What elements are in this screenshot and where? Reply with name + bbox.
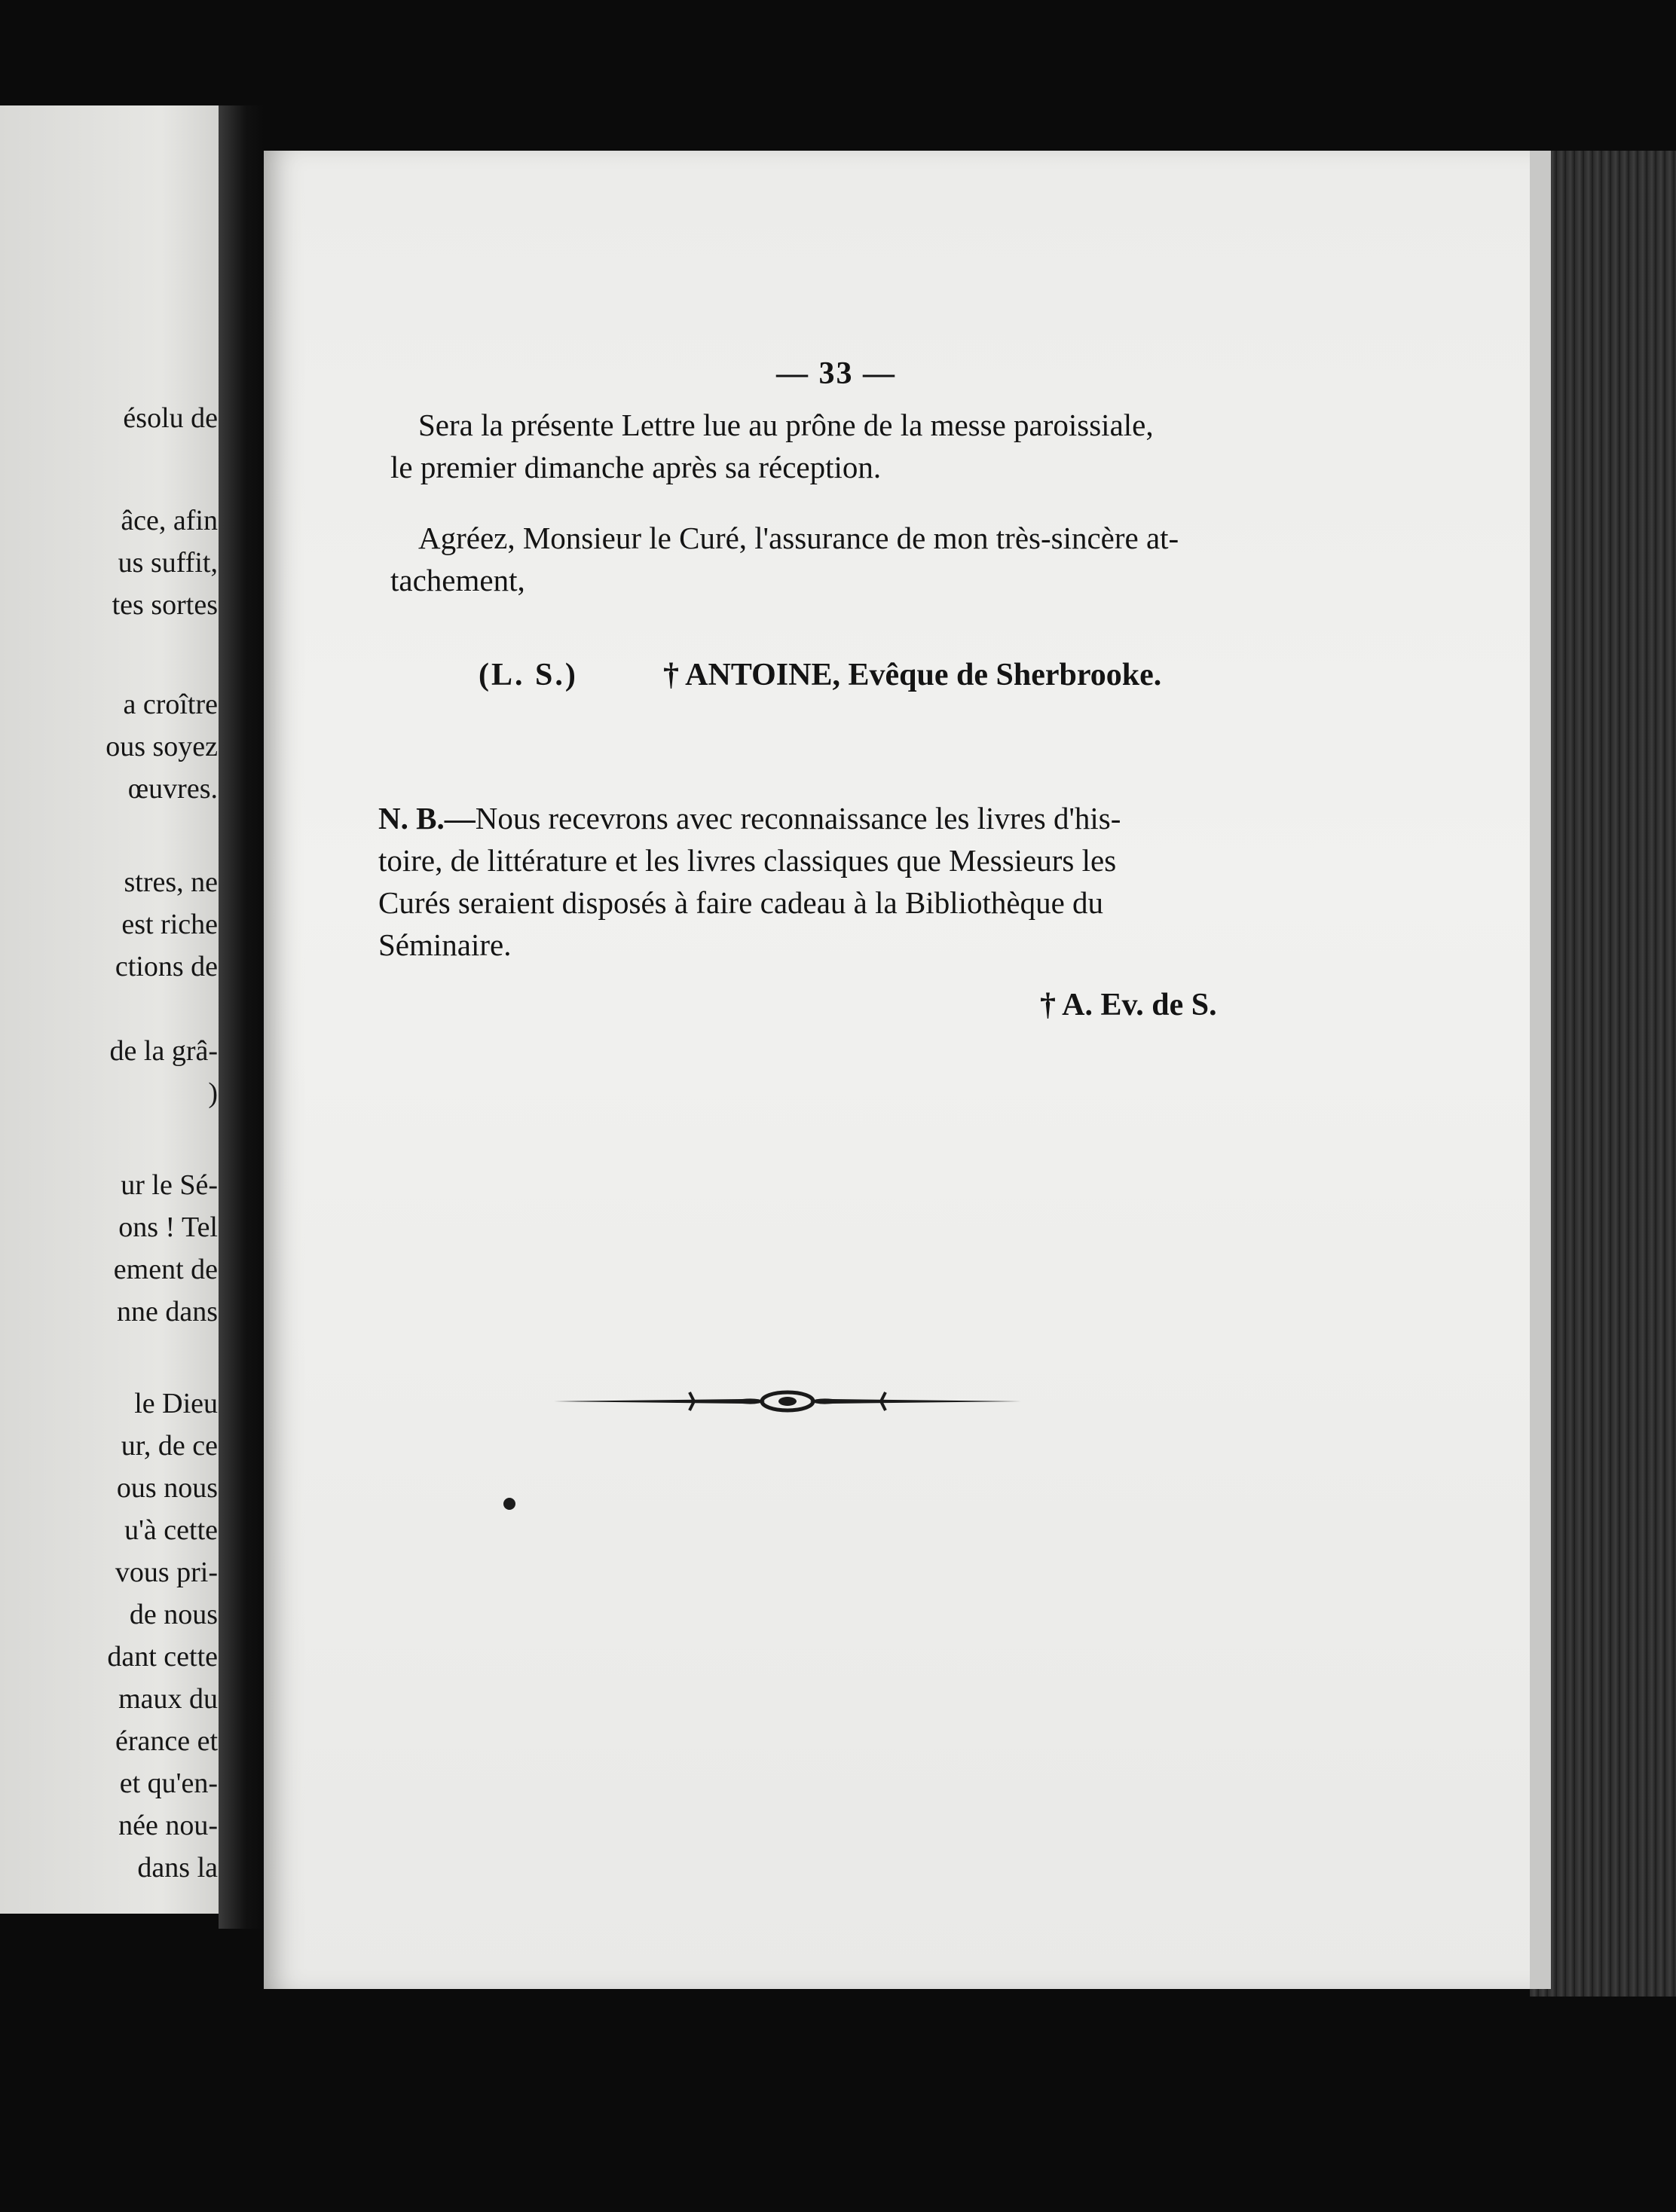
left-page-line: ur, de ce — [121, 1430, 218, 1462]
paragraph-line: Agréez, Monsieur le Curé, l'assurance de mon très-sincère at- — [418, 521, 1179, 555]
note-signature: † A. Ev. de S. — [1040, 988, 1217, 1022]
note-line: Séminaire. — [378, 927, 512, 962]
left-page-line: ous soyez — [106, 731, 218, 762]
left-page-line: ons ! Tel — [118, 1211, 218, 1243]
left-page-line: vous pri- — [115, 1557, 218, 1588]
left-page-line: a croître — [123, 689, 218, 720]
left-page-line: dans la — [137, 1852, 218, 1884]
left-page-line: ur le Sé- — [121, 1169, 218, 1201]
paragraph-line: Sera la présente Lettre lue au prône de la messe paroissiale, — [418, 408, 1154, 442]
note-line: toire, de littérature et les livres classiques que Messieurs les — [378, 843, 1117, 878]
seal-mark: (L. S.) — [479, 658, 578, 692]
left-page-line: stres, ne — [124, 866, 218, 898]
left-page-line: dant cette — [107, 1641, 218, 1673]
ornament-divider — [554, 1386, 1021, 1416]
left-page-line: née nou- — [118, 1810, 218, 1841]
paragraph-line: tachement, — [390, 563, 525, 597]
left-page-line: ous nous — [116, 1472, 218, 1504]
left-page-line: de la grâ- — [109, 1035, 218, 1067]
left-page-line: ) — [208, 1077, 218, 1109]
note-heading: N. B.— — [378, 801, 476, 836]
left-page-line: ement de — [113, 1254, 218, 1285]
left-page-line: le Dieu — [134, 1388, 218, 1419]
paragraph-line: le premier dimanche après sa réception. — [390, 450, 882, 484]
left-page-line: et qu'en- — [119, 1767, 218, 1799]
left-page-line: œuvres. — [127, 773, 218, 805]
signature-name: † ANTOINE, Evêque de Sherbrooke. — [663, 658, 1162, 692]
left-page-line: maux du — [118, 1683, 218, 1715]
left-page-line: ctions de — [115, 951, 218, 982]
ink-dot — [503, 1498, 515, 1510]
left-page-line: us suffit, — [118, 547, 218, 579]
gutter-shadow — [219, 105, 264, 1929]
page-number: — 33 — — [776, 356, 896, 391]
note-line: Curés seraient disposés à faire cadeau à la Bibliothèque du — [378, 885, 1104, 920]
note-line-first — [378, 800, 1121, 836]
book-edge — [1530, 151, 1676, 1997]
left-page-line: de nous — [129, 1599, 218, 1630]
left-page-line: tes sortes — [112, 589, 218, 621]
left-page-line: érance et — [115, 1725, 218, 1757]
left-page-line: u'à cette — [124, 1514, 218, 1546]
left-page — [0, 105, 230, 1914]
left-page-line: ésolu de — [123, 402, 218, 434]
page-edge — [1530, 151, 1551, 1989]
left-page-line: est riche — [121, 909, 218, 940]
note-text: Nous recevrons avec reconnaissance les livres d'his- — [475, 801, 1121, 836]
left-page-line: nne dans — [116, 1296, 218, 1328]
left-page-line: âce, afin — [121, 505, 218, 536]
